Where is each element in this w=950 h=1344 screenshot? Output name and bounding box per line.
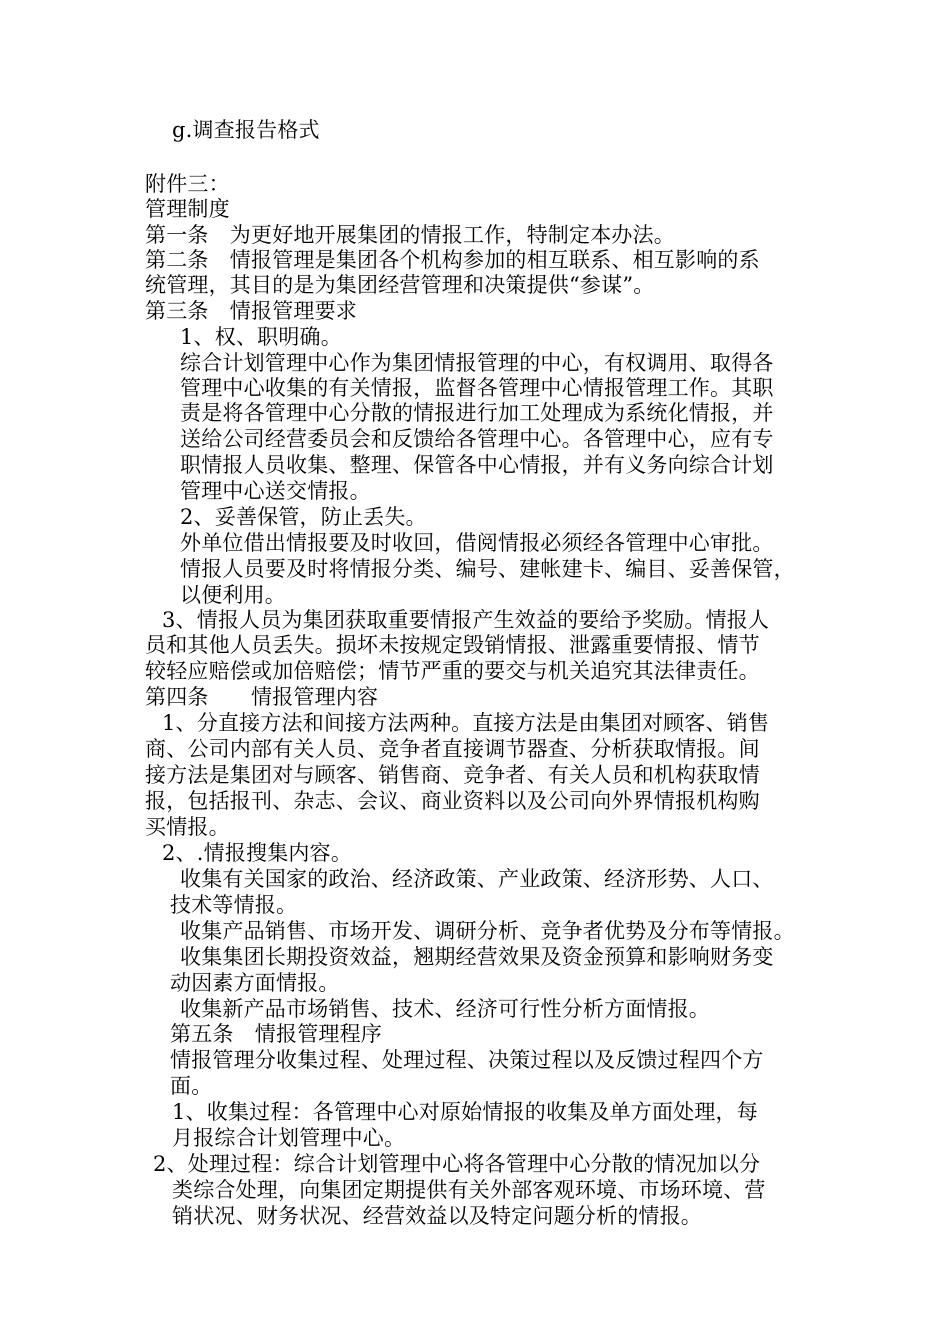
item-5-2: 2、处理过程：综合计划管理中心将各管理中心分散的情况加以分 [153, 1152, 761, 1176]
article-2: 第二条 情报管理是集团各个机构参加的相互联系、相互影响的系 [145, 248, 760, 272]
paragraph-line: 买情报。 [145, 815, 230, 839]
paragraph-line: 技术等情报。 [170, 893, 298, 917]
document-title: 管理制度 [145, 197, 230, 221]
paragraph-line: 外单位借出情报要及时收回，借阅情报必须经各管理中心审批。 [180, 531, 774, 555]
attachment-heading: 附件三： [145, 172, 230, 196]
paragraph-line: 接方法是集团对与顾客、销售商、竞争者、有关人员和机构获取情 [145, 763, 760, 787]
paragraph-line: 送给公司经营委员会和反馈给各管理中心。各管理中心，应有专 [180, 427, 774, 451]
paragraph-line: 职情报人员收集、整理、保管各中心情报，并有义务向综合计划 [180, 453, 774, 477]
paragraph-line: 责是将各管理中心分散的情报进行加工处理成为系统化情报，并 [180, 401, 774, 425]
paragraph-line: 商、公司内部有关人员、竞争者直接调节器查、分析获取情报。间 [145, 737, 760, 761]
article-5-heading: 第五条 情报管理程序 [170, 1022, 382, 1046]
item-4-2-title: 2、.情报搜集内容。 [162, 841, 353, 865]
item-4-1: 1、分直接方法和间接方法两种。直接方法是由集团对顾客、销售 [162, 711, 770, 735]
item-3-3: 3、情报人员为集团获取重要情报产生效益的要给予奖励。情报人 [162, 608, 770, 632]
item-5-1: 1、收集过程：各管理中心对原始情报的收集及单方面处理，每 [172, 1100, 758, 1124]
paragraph-line: 员和其他人员丢失。损坏未按规定毁销情报、泄露重要情报、情节 [145, 633, 760, 657]
item-3-1-title: 1、权、职明确。 [180, 325, 342, 349]
paragraph-line: 较轻应赔偿或加倍赔偿；情节严重的要交与机关追究其法律责任。 [145, 659, 760, 683]
paragraph-line: 面。 [170, 1074, 213, 1098]
paragraph-line: 收集产品销售、市场开发、调研分析、竞争者优势及分布等情报。 [180, 919, 795, 943]
paragraph-line: 收集新产品市场销售、技术、经济可行性分析方面情报。 [180, 997, 710, 1021]
paragraph-line: 月报综合计划管理中心。 [172, 1126, 406, 1150]
paragraph-line: 情报管理分收集过程、处理过程、决策过程以及反馈过程四个方 [170, 1048, 764, 1072]
paragraph-line: 管理中心收集的有关情报，监督各管理中心情报管理工作。其职 [180, 376, 774, 400]
paragraph-line: 管理中心送交情报。 [180, 479, 371, 503]
paragraph-line: 销状况、财务状况、经营效益以及特定问题分析的情报。 [172, 1204, 702, 1228]
paragraph-line: 情报人员要及时将情报分类、编号、建帐建卡、编目、妥善保管， [180, 557, 795, 581]
paragraph-line: 综合计划管理中心作为集团情报管理的中心，有权调用、取得各 [180, 351, 774, 375]
article-3-heading: 第三条 情报管理要求 [145, 299, 357, 323]
article-1: 第一条 为更好地开展集团的情报工作，特制定本办法。 [145, 223, 675, 247]
appendix-item-g: g.调查报告格式 [172, 118, 320, 142]
paragraph-line: 以便利用。 [180, 583, 286, 607]
article-2-cont: 统管理，其目的是为集团经营管理和决策提供“参谋”。 [145, 273, 655, 297]
article-4-heading: 第四条 情报管理内容 [145, 685, 379, 709]
paragraph-line: 类综合处理，向集团定期提供有关外部客观环境、市场环境、营 [172, 1178, 766, 1202]
paragraph-line: 收集有关国家的政治、经济政策、产业政策、经济形势、人口、 [180, 867, 774, 891]
item-3-2-title: 2、妥善保管，防止丢失。 [180, 505, 427, 529]
paragraph-line: 报，包括报刊、杂志、会议、商业资料以及公司向外界情报机构购 [145, 789, 760, 813]
paragraph-line: 收集集团长期投资效益，翘期经营效果及资金预算和影响财务变 [180, 945, 774, 969]
paragraph-line: 动因素方面情报。 [170, 971, 340, 995]
